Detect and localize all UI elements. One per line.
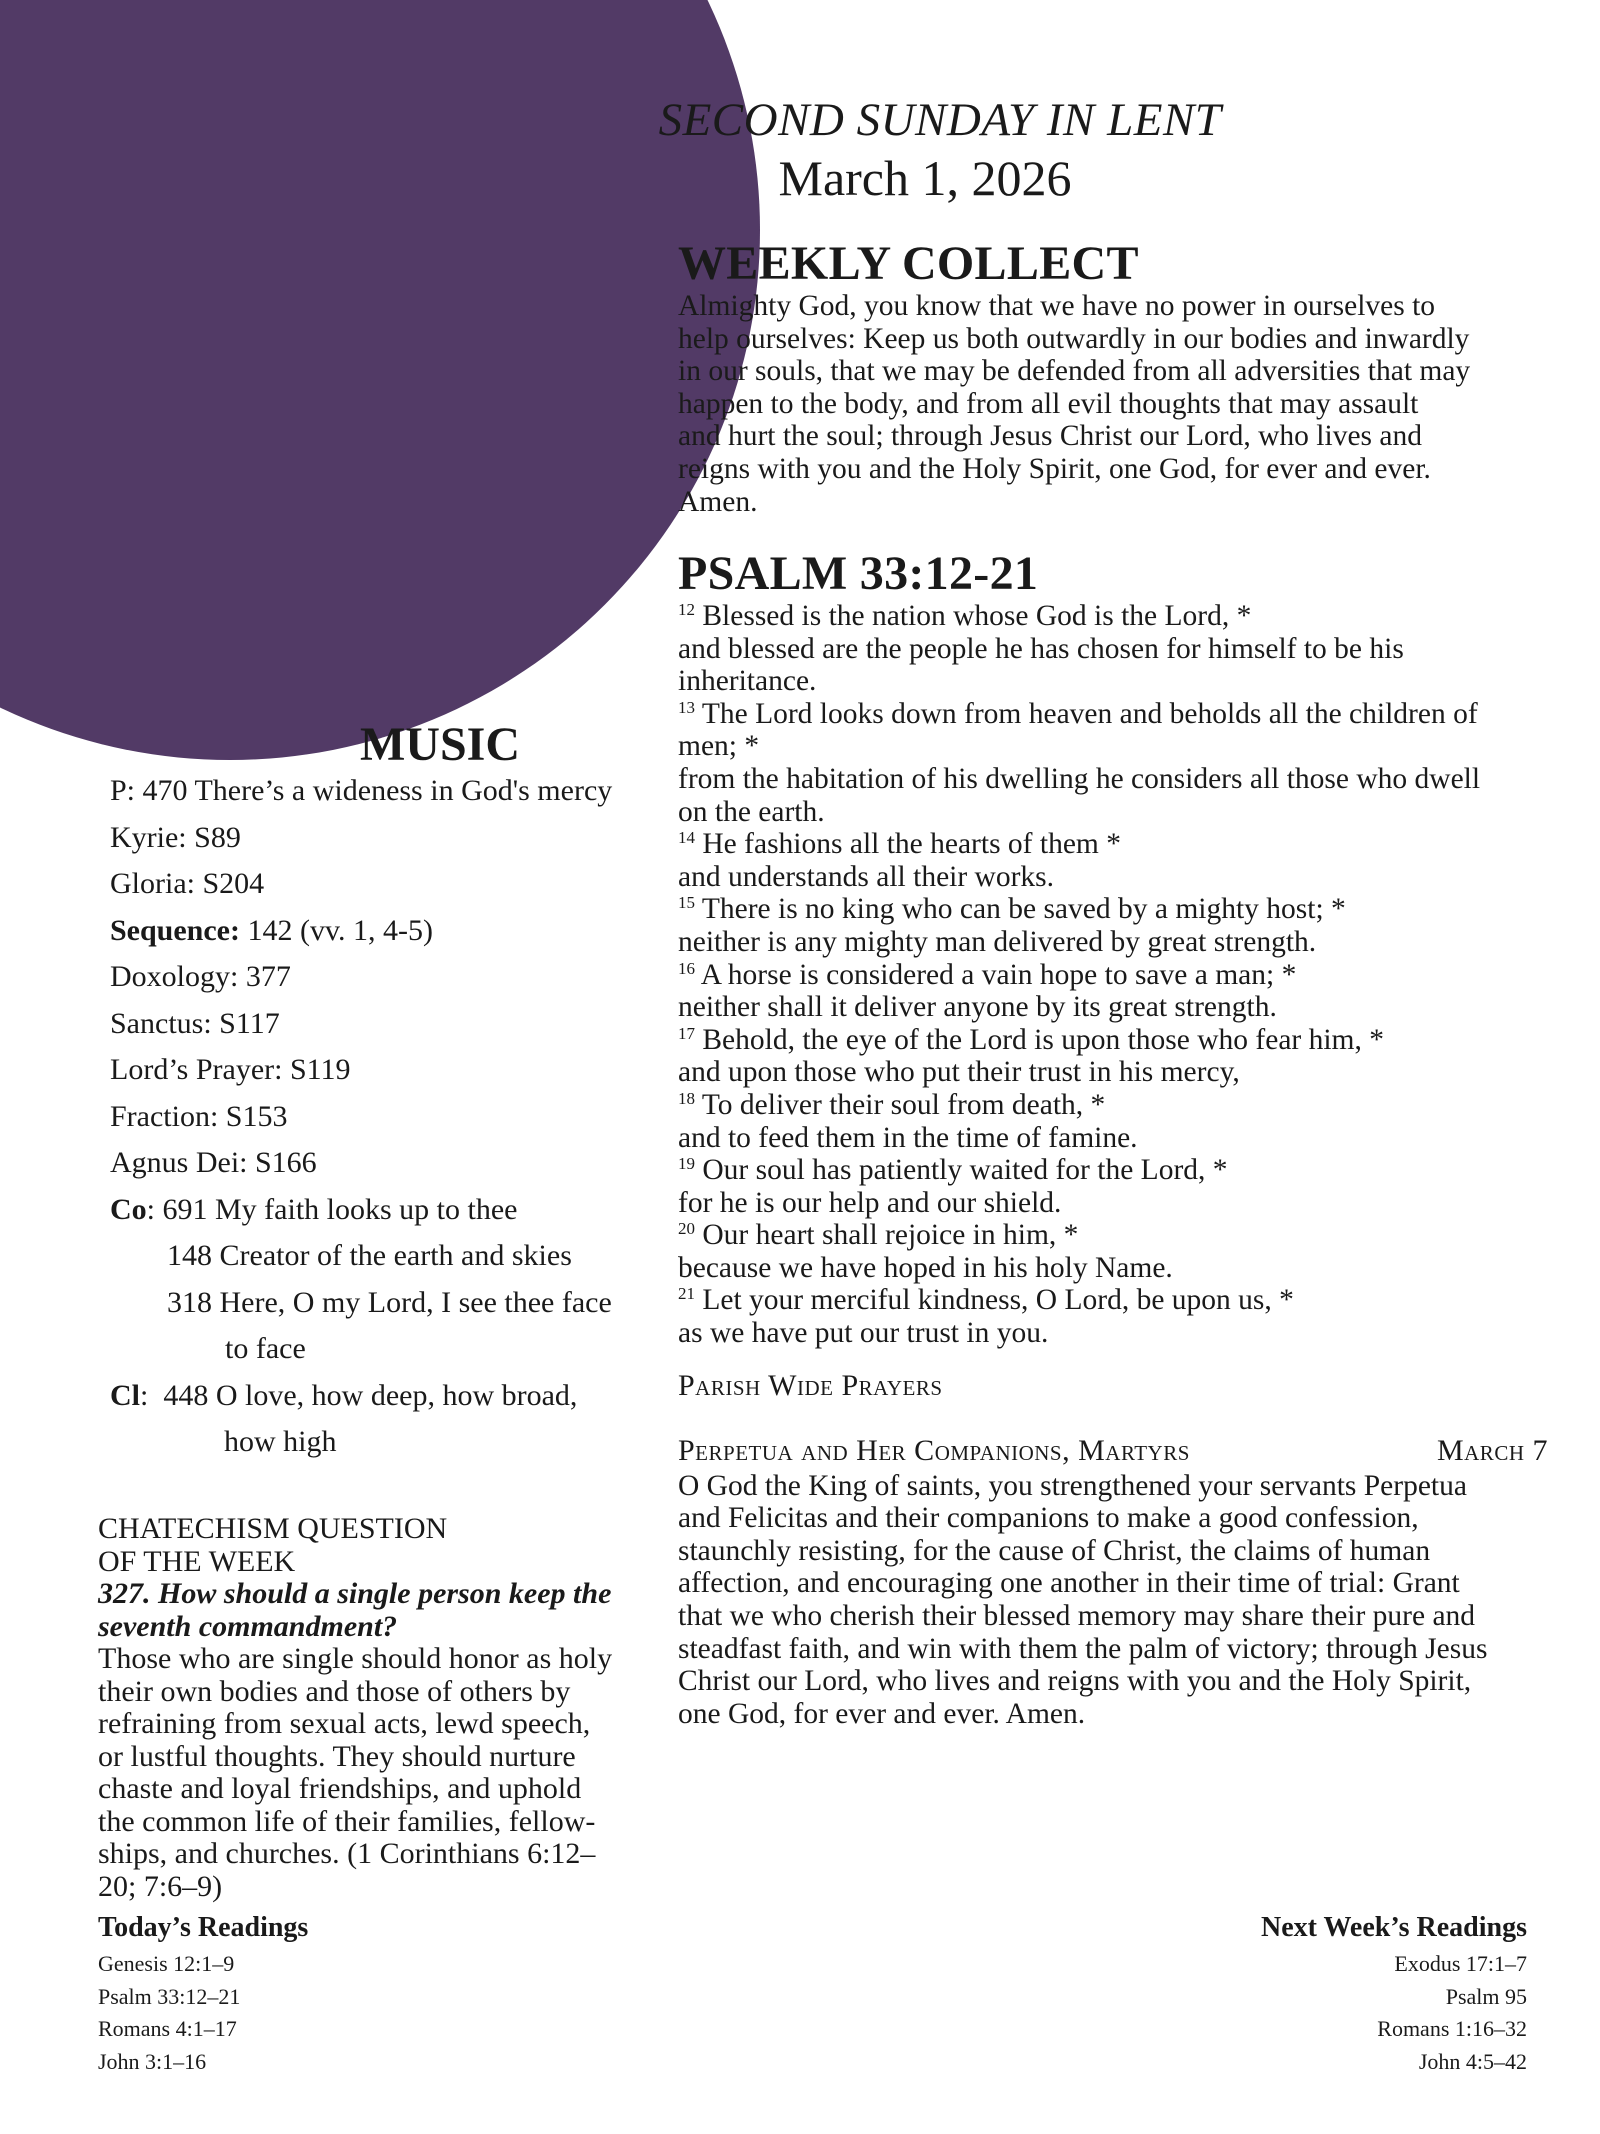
catechism-answer-line: refraining from sexual acts, lewd speech, bbox=[98, 1707, 591, 1740]
catechism-answer-line: 20; 7:6–9) bbox=[98, 1869, 223, 1903]
verse-number: 14 bbox=[678, 828, 695, 848]
verse-line: The Lord looks down from heaven and beholds all the children of bbox=[701, 697, 1478, 730]
prayer-line: one God, for ever and ever. Amen. bbox=[678, 1697, 1086, 1730]
reading-item: Genesis 12:1–9 bbox=[98, 1951, 235, 1976]
feast-prayer-text bbox=[678, 1470, 1548, 1731]
prayer-line: staunchly resisting, for the cause of Christ, the claims of human bbox=[678, 1534, 1431, 1567]
verse-number: 17 bbox=[678, 1023, 695, 1043]
verse-line: men; * bbox=[678, 730, 760, 763]
psalm-verse bbox=[678, 1219, 1548, 1284]
psalm-verse bbox=[678, 893, 1548, 958]
catechism-question: seventh commandment? bbox=[98, 1609, 398, 1643]
collect-line: happen to the body, and from all evil thoughts that may assault bbox=[678, 387, 1419, 420]
todays-readings bbox=[98, 1910, 308, 2079]
verse-line: as we have put our trust in you. bbox=[678, 1317, 1049, 1350]
verse-line: because we have hoped in his holy Name. bbox=[678, 1251, 1173, 1284]
verse-number: 19 bbox=[678, 1154, 695, 1174]
music-list bbox=[110, 768, 650, 1466]
page-header bbox=[600, 92, 1280, 208]
todays-readings-heading: Today’s Readings bbox=[98, 1912, 309, 1943]
verse-line: for he is our help and our shield. bbox=[678, 1186, 1062, 1219]
music-item: to face bbox=[225, 1332, 306, 1365]
music-item: P: 470 There’s a wideness in God's mercy bbox=[110, 774, 613, 807]
verse-line: Our soul has patiently waited for the Lord, * bbox=[702, 1154, 1228, 1187]
catechism-answer-line: their own bodies and those of others by bbox=[98, 1674, 571, 1708]
music-item: Cl: 448 O love, how deep, how broad, bbox=[110, 1378, 578, 1412]
psalm-verse bbox=[678, 600, 1548, 698]
collect-text bbox=[678, 290, 1548, 518]
prayer-line: Christ our Lord, who lives and reigns with you and the Holy Spirit, bbox=[678, 1665, 1472, 1698]
psalm-section bbox=[678, 548, 1548, 1350]
verse-number: 15 bbox=[678, 893, 695, 913]
collect-line: help ourselves: Keep us both outwardly in our bodies and inwardly bbox=[678, 322, 1470, 355]
verse-number: 16 bbox=[678, 958, 695, 978]
prayer-line: and Felicitas and their companions to make a good confession, bbox=[678, 1502, 1419, 1535]
prayer-line: O God the King of saints, you strengthened your servants Perpetua bbox=[678, 1469, 1467, 1502]
collect-line: Almighty God, you know that we have no power in ourselves to bbox=[678, 290, 1436, 322]
verse-line: inheritance. bbox=[678, 665, 817, 698]
catechism-heading: OF THE WEEK bbox=[98, 1544, 296, 1578]
prayer-line: affection, and encouraging one another in their time of trial: Grant bbox=[678, 1567, 1460, 1600]
verse-line: from the habitation of his dwelling he considers all those who dwell bbox=[678, 762, 1481, 795]
verse-number: 20 bbox=[678, 1219, 695, 1239]
psalm-verse bbox=[678, 828, 1548, 893]
music-item: Gloria: S204 bbox=[110, 867, 265, 900]
music-item: Lord’s Prayer: S119 bbox=[110, 1053, 351, 1086]
music-label: Sequence: bbox=[110, 913, 240, 947]
verse-line: Behold, the eye of the Lord is upon those who fear him, * bbox=[702, 1023, 1385, 1056]
service-date: March 1, 2026 bbox=[778, 150, 1072, 206]
catechism-question: 327. How should a single person keep the bbox=[98, 1577, 612, 1610]
music-item: 148 Creator of the earth and skies bbox=[167, 1239, 572, 1272]
verse-line: A horse is considered a vain hope to save a man; * bbox=[700, 958, 1297, 991]
catechism-answer-line: chaste and loyal friendships, and uphold bbox=[98, 1772, 582, 1805]
collect-heading: WEEKLY COLLECT bbox=[678, 237, 1139, 290]
feast-name: Perpetua and Her Companions, Martyrs bbox=[678, 1434, 1190, 1467]
next-week-readings bbox=[1261, 1910, 1527, 2079]
next-readings-heading: Next Week’s Readings bbox=[1261, 1912, 1527, 1943]
liturgical-day-title: SECOND SUNDAY IN LENT bbox=[658, 94, 1222, 146]
psalm-verse bbox=[678, 1284, 1548, 1349]
music-heading: MUSIC bbox=[360, 718, 521, 771]
verse-line: and to feed them in the time of famine. bbox=[678, 1121, 1138, 1154]
catechism-answer-line: Those who are single should honor as holy bbox=[98, 1642, 613, 1675]
catechism-heading: CHATECHISM QUESTION bbox=[98, 1512, 448, 1545]
collect-line: reigns with you and the Holy Spirit, one God, for ever and ever. bbox=[678, 452, 1431, 485]
verse-line: He fashions all the hearts of them * bbox=[702, 828, 1121, 861]
verse-line: Let your merciful kindness, O Lord, be upon us, * bbox=[702, 1284, 1294, 1317]
music-item: Sanctus: S117 bbox=[110, 1006, 280, 1040]
catechism-answer-line: ships, and churches. (1 Corinthians 6:12– bbox=[98, 1837, 596, 1870]
psalm-verse bbox=[678, 698, 1548, 828]
psalm-verse bbox=[678, 1154, 1548, 1219]
weekly-collect-section bbox=[678, 238, 1548, 518]
music-label: Co bbox=[110, 1192, 147, 1226]
verse-line: Blessed is the nation whose God is the Lord, * bbox=[702, 600, 1252, 632]
verse-number: 18 bbox=[678, 1088, 695, 1108]
reading-item: Exodus 17:1–7 bbox=[1394, 1951, 1527, 1976]
reading-item: Psalm 95 bbox=[1445, 1983, 1527, 2009]
psalm-verse bbox=[678, 959, 1548, 1024]
music-item: Fraction: S153 bbox=[110, 1099, 288, 1133]
collect-line: and hurt the soul; through Jesus Christ our Lord, who lives and bbox=[678, 420, 1422, 453]
verse-number: 21 bbox=[678, 1284, 695, 1304]
verse-line: To deliver their soul from death, * bbox=[701, 1088, 1106, 1121]
reading-item: Romans 4:1–17 bbox=[98, 2016, 237, 2042]
psalm-heading: PSALM 33:12-21 bbox=[678, 547, 1039, 600]
catechism-answer-line: the common life of their families, fellow- bbox=[98, 1804, 596, 1838]
verse-number: 13 bbox=[678, 697, 695, 717]
catechism-section bbox=[98, 1513, 638, 1903]
reading-item: John 3:1–16 bbox=[98, 2049, 207, 2075]
music-item: Co: 691 My faith looks up to thee bbox=[110, 1192, 518, 1226]
verse-line: and blessed are the people he has chosen for himself to be his bbox=[678, 632, 1404, 665]
verse-number: 12 bbox=[678, 600, 695, 619]
collect-line: Amen. bbox=[678, 485, 758, 518]
verse-line: and upon those who put their trust in his mercy, bbox=[678, 1056, 1240, 1089]
music-item: how high bbox=[224, 1425, 337, 1458]
verse-line: neither is any mighty man delivered by great strength. bbox=[678, 925, 1317, 958]
verse-line: neither shall it deliver anyone by its great strength. bbox=[678, 991, 1277, 1024]
music-item: Kyrie: S89 bbox=[110, 820, 241, 854]
parish-prayers-heading: Parish Wide Prayers bbox=[678, 1369, 943, 1402]
reading-item: Psalm 33:12–21 bbox=[98, 1983, 241, 2009]
verse-line: and understands all their works. bbox=[678, 860, 1055, 893]
verse-line: Our heart shall rejoice in him, * bbox=[702, 1219, 1079, 1252]
prayer-line: steadfast faith, and win with them the palm of victory; through Jesus bbox=[678, 1632, 1488, 1665]
catechism-answer-line: or lustful thoughts. They should nurture bbox=[98, 1739, 576, 1773]
psalm-verse bbox=[678, 1089, 1548, 1154]
music-label: Cl bbox=[110, 1378, 140, 1412]
prayer-line: that we who cherish their blessed memory may share their pure and bbox=[678, 1599, 1476, 1632]
feast-date: March 7 bbox=[1436, 1434, 1548, 1467]
reading-item: John 4:5–42 bbox=[1418, 2049, 1527, 2075]
feast-header bbox=[678, 1435, 1548, 1468]
music-item: Sequence: 142 (vv. 1, 4-5) bbox=[110, 913, 434, 947]
collect-line: in our souls, that we may be defended from all adversities that may bbox=[678, 355, 1471, 388]
verse-line: There is no king who can be saved by a mighty host; * bbox=[701, 893, 1346, 926]
psalm-verse bbox=[678, 1024, 1548, 1089]
music-item: Doxology: 377 bbox=[110, 960, 291, 993]
parish-prayers-heading-wrap bbox=[678, 1370, 1548, 1403]
verse-line: on the earth. bbox=[678, 795, 825, 828]
reading-item: Romans 1:16–32 bbox=[1377, 2016, 1527, 2042]
music-item: 318 Here, O my Lord, I see thee face bbox=[167, 1285, 612, 1319]
music-item: Agnus Dei: S166 bbox=[110, 1146, 317, 1179]
feast-prayer-section bbox=[678, 1435, 1548, 1730]
